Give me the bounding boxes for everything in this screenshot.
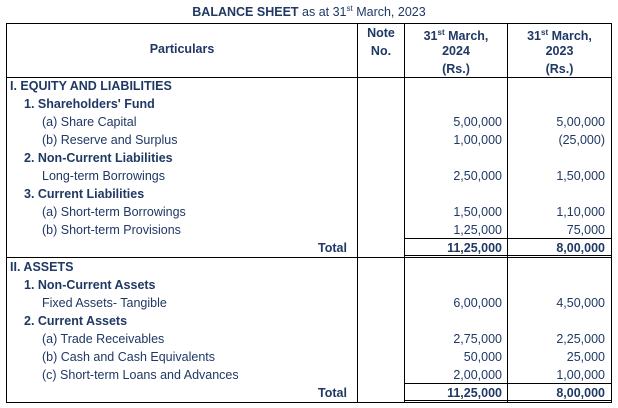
item-short-term-borrowings: (a) Short-term Borrowings: [42, 205, 186, 219]
total-liabilities-label: Total: [318, 241, 347, 255]
title-sup: st: [346, 4, 353, 13]
value-2024-long-term-borrowings: 2,50,000: [453, 169, 502, 183]
header-2023-line2: 2023: [545, 44, 574, 58]
value-2024-fixed-assets: 6,00,000: [453, 296, 502, 310]
item-short-term-provisions: (b) Short-term Provisions: [42, 223, 181, 237]
value-2024-share-capital: 5,00,000: [453, 115, 502, 129]
item-cash-equivalents: (b) Cash and Cash Equivalents: [42, 350, 216, 364]
header-particulars: Particulars: [149, 42, 215, 56]
total-assets-label: Total: [318, 386, 347, 400]
item-reserve-surplus: (b) Reserve and Surplus: [42, 133, 178, 147]
section-assets: II. ASSETS: [10, 260, 74, 274]
value-2023-total-assets: 8,00,000: [556, 386, 605, 400]
group-non-current-liabilities: 2. Non-Current Liabilities: [24, 151, 173, 165]
title-rest: as at 31: [298, 5, 347, 20]
value-2023-loans-advances: 1,00,000: [556, 368, 605, 382]
group-shareholders-fund: 1. Shareholders' Fund: [24, 97, 155, 111]
value-2023-short-term-provisions: 75,000: [566, 223, 605, 237]
header-2024-line1: 31st March,: [423, 28, 489, 44]
group-non-current-assets: 1. Non-Current Assets: [24, 278, 156, 292]
title-main: BALANCE SHEET: [192, 5, 299, 20]
value-2024-total-assets: 11,25,000: [447, 386, 502, 400]
header-2024-line3: (Rs.): [442, 62, 470, 76]
value-2023-long-term-borrowings: 1,50,000: [556, 169, 605, 183]
value-2023-cash: 25,000: [566, 350, 605, 364]
value-2024-loans-advances: 2,00,000: [453, 368, 502, 382]
item-fixed-assets-tangible: Fixed Assets- Tangible: [42, 296, 167, 310]
balance-sheet-title: [0, 4, 618, 19]
value-2024-short-term-borrowings: 1,50,000: [453, 205, 502, 219]
item-short-term-loans-advances: (c) Short-term Loans and Advances: [42, 368, 239, 382]
group-current-assets: 2. Current Assets: [24, 314, 128, 328]
value-2023-share-capital: 5,00,000: [556, 115, 605, 129]
value-2023-reserve-surplus: (25,000): [558, 133, 605, 147]
group-current-liabilities: 3. Current Liabilities: [24, 187, 145, 201]
value-2023-fixed-assets: 4,50,000: [556, 296, 605, 310]
title-end: March, 2023: [352, 5, 426, 20]
value-2023-short-term-borrowings: 1,10,000: [556, 205, 605, 219]
section-equity-liabilities: I. EQUITY AND LIABILITIES: [10, 79, 172, 93]
value-2024-trade-receivables: 2,75,000: [453, 332, 502, 346]
item-trade-receivables: (a) Trade Receivables: [42, 332, 165, 346]
item-long-term-borrowings: Long-term Borrowings: [42, 169, 165, 183]
value-2023-total-liabilities: 8,00,000: [556, 241, 605, 255]
header-2023-line3: (Rs.): [545, 62, 574, 76]
value-2024-cash: 50,000: [463, 350, 502, 364]
header-2023-line1: 31st March,: [527, 28, 592, 44]
header-note-line2: No.: [370, 44, 392, 58]
header-note-line1: Note: [367, 26, 395, 40]
value-2024-total-liabilities: 11,25,000: [447, 241, 502, 255]
item-share-capital: (a) Share Capital: [42, 115, 137, 129]
value-2024-short-term-provisions: 1,25,000: [453, 223, 502, 237]
value-2023-trade-receivables: 2,25,000: [556, 332, 605, 346]
value-2024-reserve-surplus: 1,00,000: [453, 133, 502, 147]
header-2024-line2: 2024: [442, 44, 470, 58]
